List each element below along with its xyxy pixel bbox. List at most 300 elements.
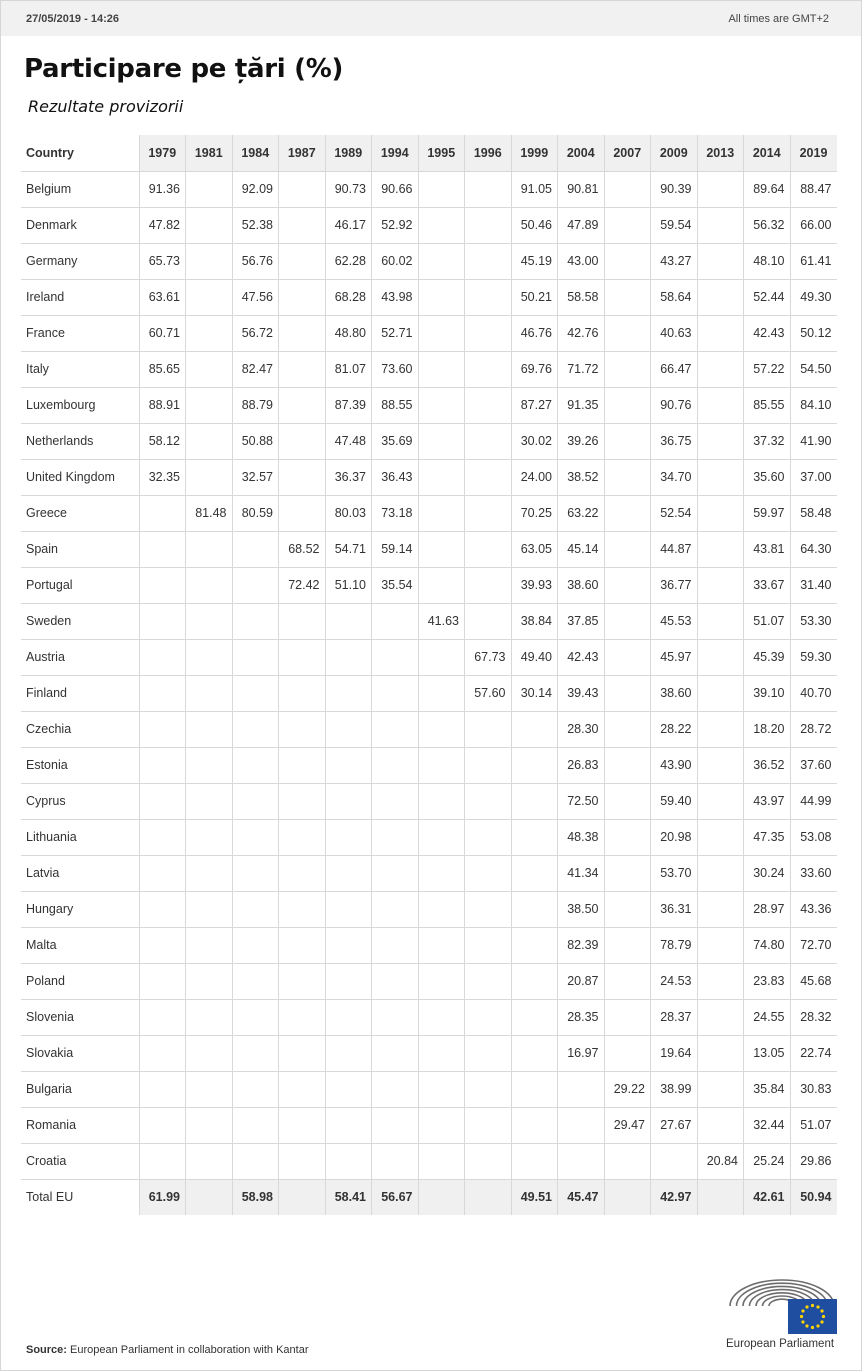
turnout-cell: [697, 603, 744, 639]
turnout-cell: [372, 747, 419, 783]
turnout-cell: [139, 1035, 186, 1071]
turnout-cell: 37.00: [790, 459, 837, 495]
turnout-cell: [279, 495, 326, 531]
turnout-cell: 88.47: [790, 171, 837, 207]
turnout-cell: 52.38: [232, 207, 279, 243]
total-row: [21, 1179, 837, 1215]
turnout-cell: [372, 819, 419, 855]
turnout-cell: 39.43: [558, 675, 605, 711]
turnout-cell: 27.67: [651, 1107, 698, 1143]
turnout-cell: [325, 1071, 372, 1107]
turnout-cell: 88.79: [232, 387, 279, 423]
country-cell: Greece: [26, 506, 67, 520]
turnout-cell: [279, 387, 326, 423]
turnout-cell: 43.81: [744, 531, 791, 567]
year-column-header: 2004: [558, 135, 605, 171]
turnout-cell: 85.65: [139, 351, 186, 387]
turnout-cell: [325, 711, 372, 747]
turnout-cell: 43.00: [558, 243, 605, 279]
table-row: [21, 315, 837, 351]
turnout-cell: [697, 819, 744, 855]
turnout-cell: 54.71: [325, 531, 372, 567]
turnout-cell: [139, 855, 186, 891]
turnout-cell: [372, 1143, 419, 1179]
turnout-cell: 35.69: [372, 423, 419, 459]
turnout-cell: [604, 783, 651, 819]
turnout-cell: 91.35: [558, 387, 605, 423]
turnout-cell: 43.97: [744, 783, 791, 819]
turnout-cell: [418, 1071, 465, 1107]
turnout-cell: [372, 639, 419, 675]
turnout-cell: [372, 963, 419, 999]
turnout-cell: [604, 207, 651, 243]
country-cell: Czechia: [26, 722, 72, 736]
turnout-cell: [232, 567, 279, 603]
turnout-cell: [139, 495, 186, 531]
turnout-cell: [511, 927, 558, 963]
turnout-cell: 52.44: [744, 279, 791, 315]
turnout-cell: [279, 819, 326, 855]
turnout-cell: 28.97: [744, 891, 791, 927]
eu-star: [800, 1315, 803, 1318]
turnout-cell: [279, 315, 326, 351]
turnout-cell: 41.90: [790, 423, 837, 459]
turnout-cell: [139, 675, 186, 711]
country-cell: Sweden: [26, 614, 72, 628]
turnout-cell: 32.35: [139, 459, 186, 495]
turnout-cell: [279, 459, 326, 495]
turnout-cell: [139, 567, 186, 603]
year-column-header: 1994: [372, 135, 419, 171]
turnout-cell: 56.76: [232, 243, 279, 279]
turnout-cell: [697, 567, 744, 603]
turnout-cell: [418, 459, 465, 495]
turnout-cell: 68.28: [325, 279, 372, 315]
turnout-cell: [186, 927, 233, 963]
turnout-cell: 90.66: [372, 171, 419, 207]
turnout-cell: [697, 927, 744, 963]
turnout-cell: 13.05: [744, 1035, 791, 1071]
turnout-cell: [604, 567, 651, 603]
turnout-cell: [186, 351, 233, 387]
turnout-cell: [465, 747, 512, 783]
turnout-cell: [418, 1143, 465, 1179]
table-row: [21, 783, 837, 819]
turnout-cell: [697, 279, 744, 315]
table-row: [21, 495, 837, 531]
turnout-cell: 49.40: [511, 639, 558, 675]
turnout-cell: 58.41: [325, 1179, 372, 1215]
turnout-cell: 43.36: [790, 891, 837, 927]
turnout-cell: [604, 423, 651, 459]
eu-star: [811, 1326, 814, 1329]
turnout-cell: [604, 855, 651, 891]
country-cell: Finland: [26, 686, 67, 700]
turnout-cell: [418, 1179, 465, 1215]
table-header-row: [21, 135, 837, 171]
turnout-cell: 59.54: [651, 207, 698, 243]
turnout-cell: [465, 819, 512, 855]
turnout-cell: [372, 603, 419, 639]
turnout-cell: [186, 387, 233, 423]
turnout-cell: 85.55: [744, 387, 791, 423]
turnout-cell: [279, 1179, 326, 1215]
turnout-cell: [697, 531, 744, 567]
turnout-cell: [325, 603, 372, 639]
turnout-cell: 90.39: [651, 171, 698, 207]
turnout-cell: 35.54: [372, 567, 419, 603]
year-column-header: 1981: [186, 135, 233, 171]
turnout-cell: [697, 459, 744, 495]
turnout-cell: [186, 819, 233, 855]
country-cell: Germany: [26, 254, 78, 268]
year-column-header: 1989: [325, 135, 372, 171]
turnout-cell: 56.72: [232, 315, 279, 351]
country-cell: Denmark: [26, 218, 77, 232]
turnout-cell: [418, 531, 465, 567]
turnout-cell: [232, 639, 279, 675]
turnout-cell: 50.88: [232, 423, 279, 459]
turnout-cell: 72.42: [279, 567, 326, 603]
turnout-cell: [325, 963, 372, 999]
turnout-cell: [325, 819, 372, 855]
turnout-cell: 26.83: [558, 747, 605, 783]
turnout-cell: [279, 963, 326, 999]
turnout-cell: 33.67: [744, 567, 791, 603]
source-text: European Parliament in collaboration with Kantar: [66, 1344, 309, 1356]
turnout-cell: 36.31: [651, 891, 698, 927]
country-cell: Belgium: [26, 182, 72, 196]
turnout-cell: [186, 531, 233, 567]
turnout-cell: [418, 1035, 465, 1071]
turnout-cell: 61.41: [790, 243, 837, 279]
turnout-cell: [558, 1143, 605, 1179]
turnout-cell: [558, 1071, 605, 1107]
country-cell: Italy: [26, 362, 49, 376]
turnout-table: [21, 135, 837, 1215]
turnout-cell: [465, 1179, 512, 1215]
turnout-cell: 63.22: [558, 495, 605, 531]
turnout-cell: 82.39: [558, 927, 605, 963]
turnout-cell: [465, 927, 512, 963]
turnout-cell: 64.30: [790, 531, 837, 567]
turnout-cell: [139, 603, 186, 639]
turnout-cell: [418, 675, 465, 711]
table-row: [21, 639, 837, 675]
country-cell: Netherlands: [26, 434, 94, 448]
turnout-cell: 24.55: [744, 999, 791, 1035]
turnout-cell: [279, 351, 326, 387]
turnout-cell: 25.24: [744, 1143, 791, 1179]
table-row: [21, 279, 837, 315]
turnout-cell: 51.10: [325, 567, 372, 603]
turnout-cell: 49.51: [511, 1179, 558, 1215]
turnout-cell: [418, 819, 465, 855]
turnout-cell: [418, 315, 465, 351]
turnout-cell: [279, 1107, 326, 1143]
turnout-cell: [232, 531, 279, 567]
turnout-cell: [465, 1035, 512, 1071]
turnout-cell: [279, 243, 326, 279]
turnout-cell: [418, 963, 465, 999]
turnout-cell: [697, 423, 744, 459]
turnout-cell: 66.00: [790, 207, 837, 243]
turnout-cell: [186, 423, 233, 459]
turnout-cell: [511, 1071, 558, 1107]
turnout-cell: [418, 279, 465, 315]
turnout-cell: [232, 1143, 279, 1179]
turnout-cell: 28.72: [790, 711, 837, 747]
table-row: [21, 927, 837, 963]
turnout-cell: [232, 999, 279, 1035]
turnout-cell: [372, 855, 419, 891]
turnout-cell: [418, 855, 465, 891]
turnout-cell: [325, 891, 372, 927]
turnout-cell: [465, 459, 512, 495]
table-row: [21, 1035, 837, 1071]
turnout-cell: [186, 855, 233, 891]
country-cell: Ireland: [26, 290, 65, 304]
turnout-cell: [604, 531, 651, 567]
turnout-cell: [604, 963, 651, 999]
turnout-cell: [232, 927, 279, 963]
turnout-cell: [465, 711, 512, 747]
turnout-cell: [604, 819, 651, 855]
turnout-cell: [279, 783, 326, 819]
turnout-cell: 19.64: [651, 1035, 698, 1071]
turnout-cell: [511, 999, 558, 1035]
eu-star: [805, 1305, 808, 1308]
turnout-cell: 38.60: [558, 567, 605, 603]
turnout-cell: [418, 495, 465, 531]
turnout-cell: [511, 891, 558, 927]
turnout-cell: 30.83: [790, 1071, 837, 1107]
turnout-cell: [697, 747, 744, 783]
turnout-cell: [279, 423, 326, 459]
turnout-cell: 42.76: [558, 315, 605, 351]
turnout-cell: 45.39: [744, 639, 791, 675]
turnout-cell: [465, 603, 512, 639]
turnout-cell: 30.24: [744, 855, 791, 891]
turnout-cell: 43.27: [651, 243, 698, 279]
eu-star: [805, 1324, 808, 1327]
turnout-cell: [604, 603, 651, 639]
turnout-cell: [604, 279, 651, 315]
turnout-cell: 45.97: [651, 639, 698, 675]
turnout-cell: [697, 351, 744, 387]
turnout-cell: [697, 711, 744, 747]
turnout-cell: [139, 963, 186, 999]
country-cell: Total EU: [21, 1179, 139, 1215]
turnout-cell: 90.81: [558, 171, 605, 207]
turnout-cell: [232, 1107, 279, 1143]
turnout-cell: [186, 999, 233, 1035]
turnout-cell: [465, 243, 512, 279]
table-row: [21, 351, 837, 387]
turnout-cell: [279, 1071, 326, 1107]
country-cell: Lithuania: [26, 830, 77, 844]
turnout-cell: [232, 711, 279, 747]
country-cell: Malta: [26, 938, 57, 952]
year-column-header: 1996: [465, 135, 512, 171]
turnout-cell: 69.76: [511, 351, 558, 387]
turnout-cell: 39.10: [744, 675, 791, 711]
turnout-cell: [604, 351, 651, 387]
turnout-cell: [139, 639, 186, 675]
country-cell: United Kingdom: [26, 470, 115, 484]
turnout-cell: [697, 999, 744, 1035]
turnout-cell: 90.76: [651, 387, 698, 423]
turnout-cell: [186, 1071, 233, 1107]
turnout-cell: 37.60: [790, 747, 837, 783]
turnout-cell: [418, 783, 465, 819]
turnout-cell: [604, 1143, 651, 1179]
page-title: Participare pe țări (%): [24, 54, 344, 84]
turnout-cell: [465, 315, 512, 351]
turnout-cell: 38.99: [651, 1071, 698, 1107]
turnout-cell: 43.98: [372, 279, 419, 315]
turnout-cell: 58.98: [232, 1179, 279, 1215]
country-cell: Latvia: [26, 866, 60, 880]
turnout-cell: 58.48: [790, 495, 837, 531]
turnout-cell: [604, 1035, 651, 1071]
turnout-cell: 91.36: [139, 171, 186, 207]
turnout-cell: 16.97: [558, 1035, 605, 1071]
table-row: [21, 531, 837, 567]
turnout-cell: [465, 855, 512, 891]
turnout-cell: [186, 891, 233, 927]
turnout-cell: 81.07: [325, 351, 372, 387]
turnout-cell: 58.12: [139, 423, 186, 459]
turnout-cell: 28.37: [651, 999, 698, 1035]
country-cell: Slovakia: [26, 1046, 74, 1060]
turnout-cell: 60.02: [372, 243, 419, 279]
turnout-cell: [697, 315, 744, 351]
country-cell: Hungary: [26, 902, 74, 916]
table-body: [21, 171, 837, 1215]
turnout-cell: 39.93: [511, 567, 558, 603]
turnout-cell: 53.30: [790, 603, 837, 639]
turnout-cell: 89.64: [744, 171, 791, 207]
logo-text: European Parliament: [726, 1338, 835, 1350]
turnout-cell: [232, 891, 279, 927]
turnout-cell: [697, 891, 744, 927]
year-column-header: 2007: [604, 135, 651, 171]
turnout-cell: 50.12: [790, 315, 837, 351]
turnout-cell: [232, 603, 279, 639]
turnout-cell: [139, 1143, 186, 1179]
turnout-cell: 35.84: [744, 1071, 791, 1107]
turnout-cell: 37.32: [744, 423, 791, 459]
turnout-cell: 28.32: [790, 999, 837, 1035]
table-row: [21, 747, 837, 783]
turnout-cell: [139, 531, 186, 567]
turnout-cell: [418, 1107, 465, 1143]
turnout-cell: [186, 243, 233, 279]
turnout-cell: [232, 1071, 279, 1107]
turnout-cell: 28.22: [651, 711, 698, 747]
turnout-cell: 72.70: [790, 927, 837, 963]
turnout-cell: 32.57: [232, 459, 279, 495]
european-parliament-logo: [724, 1272, 840, 1356]
turnout-cell: [604, 459, 651, 495]
table-row: [21, 1143, 837, 1179]
turnout-cell: 90.73: [325, 171, 372, 207]
turnout-cell: 91.05: [511, 171, 558, 207]
turnout-cell: 45.68: [790, 963, 837, 999]
turnout-cell: [325, 999, 372, 1035]
turnout-cell: 80.59: [232, 495, 279, 531]
year-column-header: 1995: [418, 135, 465, 171]
turnout-cell: 63.61: [139, 279, 186, 315]
turnout-cell: [418, 639, 465, 675]
turnout-cell: 31.40: [790, 567, 837, 603]
turnout-cell: 36.37: [325, 459, 372, 495]
turnout-cell: 43.90: [651, 747, 698, 783]
year-column-header: 1979: [139, 135, 186, 171]
turnout-cell: 47.89: [558, 207, 605, 243]
turnout-cell: [186, 315, 233, 351]
turnout-cell: 73.60: [372, 351, 419, 387]
country-cell: Croatia: [26, 1154, 67, 1168]
turnout-cell: 33.60: [790, 855, 837, 891]
turnout-cell: [465, 351, 512, 387]
turnout-cell: 46.76: [511, 315, 558, 351]
turnout-cell: 28.30: [558, 711, 605, 747]
turnout-cell: 45.47: [558, 1179, 605, 1215]
turnout-cell: [186, 567, 233, 603]
turnout-cell: [604, 711, 651, 747]
turnout-cell: 40.70: [790, 675, 837, 711]
country-cell: Estonia: [26, 758, 68, 772]
turnout-cell: 73.18: [372, 495, 419, 531]
turnout-cell: [465, 567, 512, 603]
turnout-cell: 39.26: [558, 423, 605, 459]
turnout-cell: [139, 891, 186, 927]
turnout-cell: [697, 1179, 744, 1215]
turnout-cell: [279, 1143, 326, 1179]
turnout-cell: [418, 351, 465, 387]
timezone-note: All times are GMT+2: [728, 13, 829, 25]
turnout-cell: 51.07: [790, 1107, 837, 1143]
year-column-header: 1999: [511, 135, 558, 171]
turnout-cell: [697, 171, 744, 207]
turnout-cell: 50.21: [511, 279, 558, 315]
year-column-header: 2009: [651, 135, 698, 171]
turnout-cell: 38.50: [558, 891, 605, 927]
turnout-cell: [279, 1035, 326, 1071]
turnout-cell: [372, 1035, 419, 1071]
turnout-cell: 87.27: [511, 387, 558, 423]
year-column-header: 2019: [790, 135, 837, 171]
turnout-cell: [511, 1143, 558, 1179]
turnout-cell: 92.09: [232, 171, 279, 207]
turnout-cell: [186, 603, 233, 639]
turnout-cell: [697, 387, 744, 423]
turnout-cell: [604, 495, 651, 531]
country-cell: Luxembourg: [26, 398, 96, 412]
country-cell: Portugal: [26, 578, 73, 592]
turnout-cell: [697, 783, 744, 819]
turnout-cell: 18.20: [744, 711, 791, 747]
turnout-cell: 54.50: [790, 351, 837, 387]
turnout-cell: [465, 1143, 512, 1179]
turnout-cell: [465, 279, 512, 315]
turnout-cell: [697, 243, 744, 279]
turnout-cell: [651, 1143, 698, 1179]
turnout-cell: [186, 459, 233, 495]
country-cell: Austria: [26, 650, 65, 664]
